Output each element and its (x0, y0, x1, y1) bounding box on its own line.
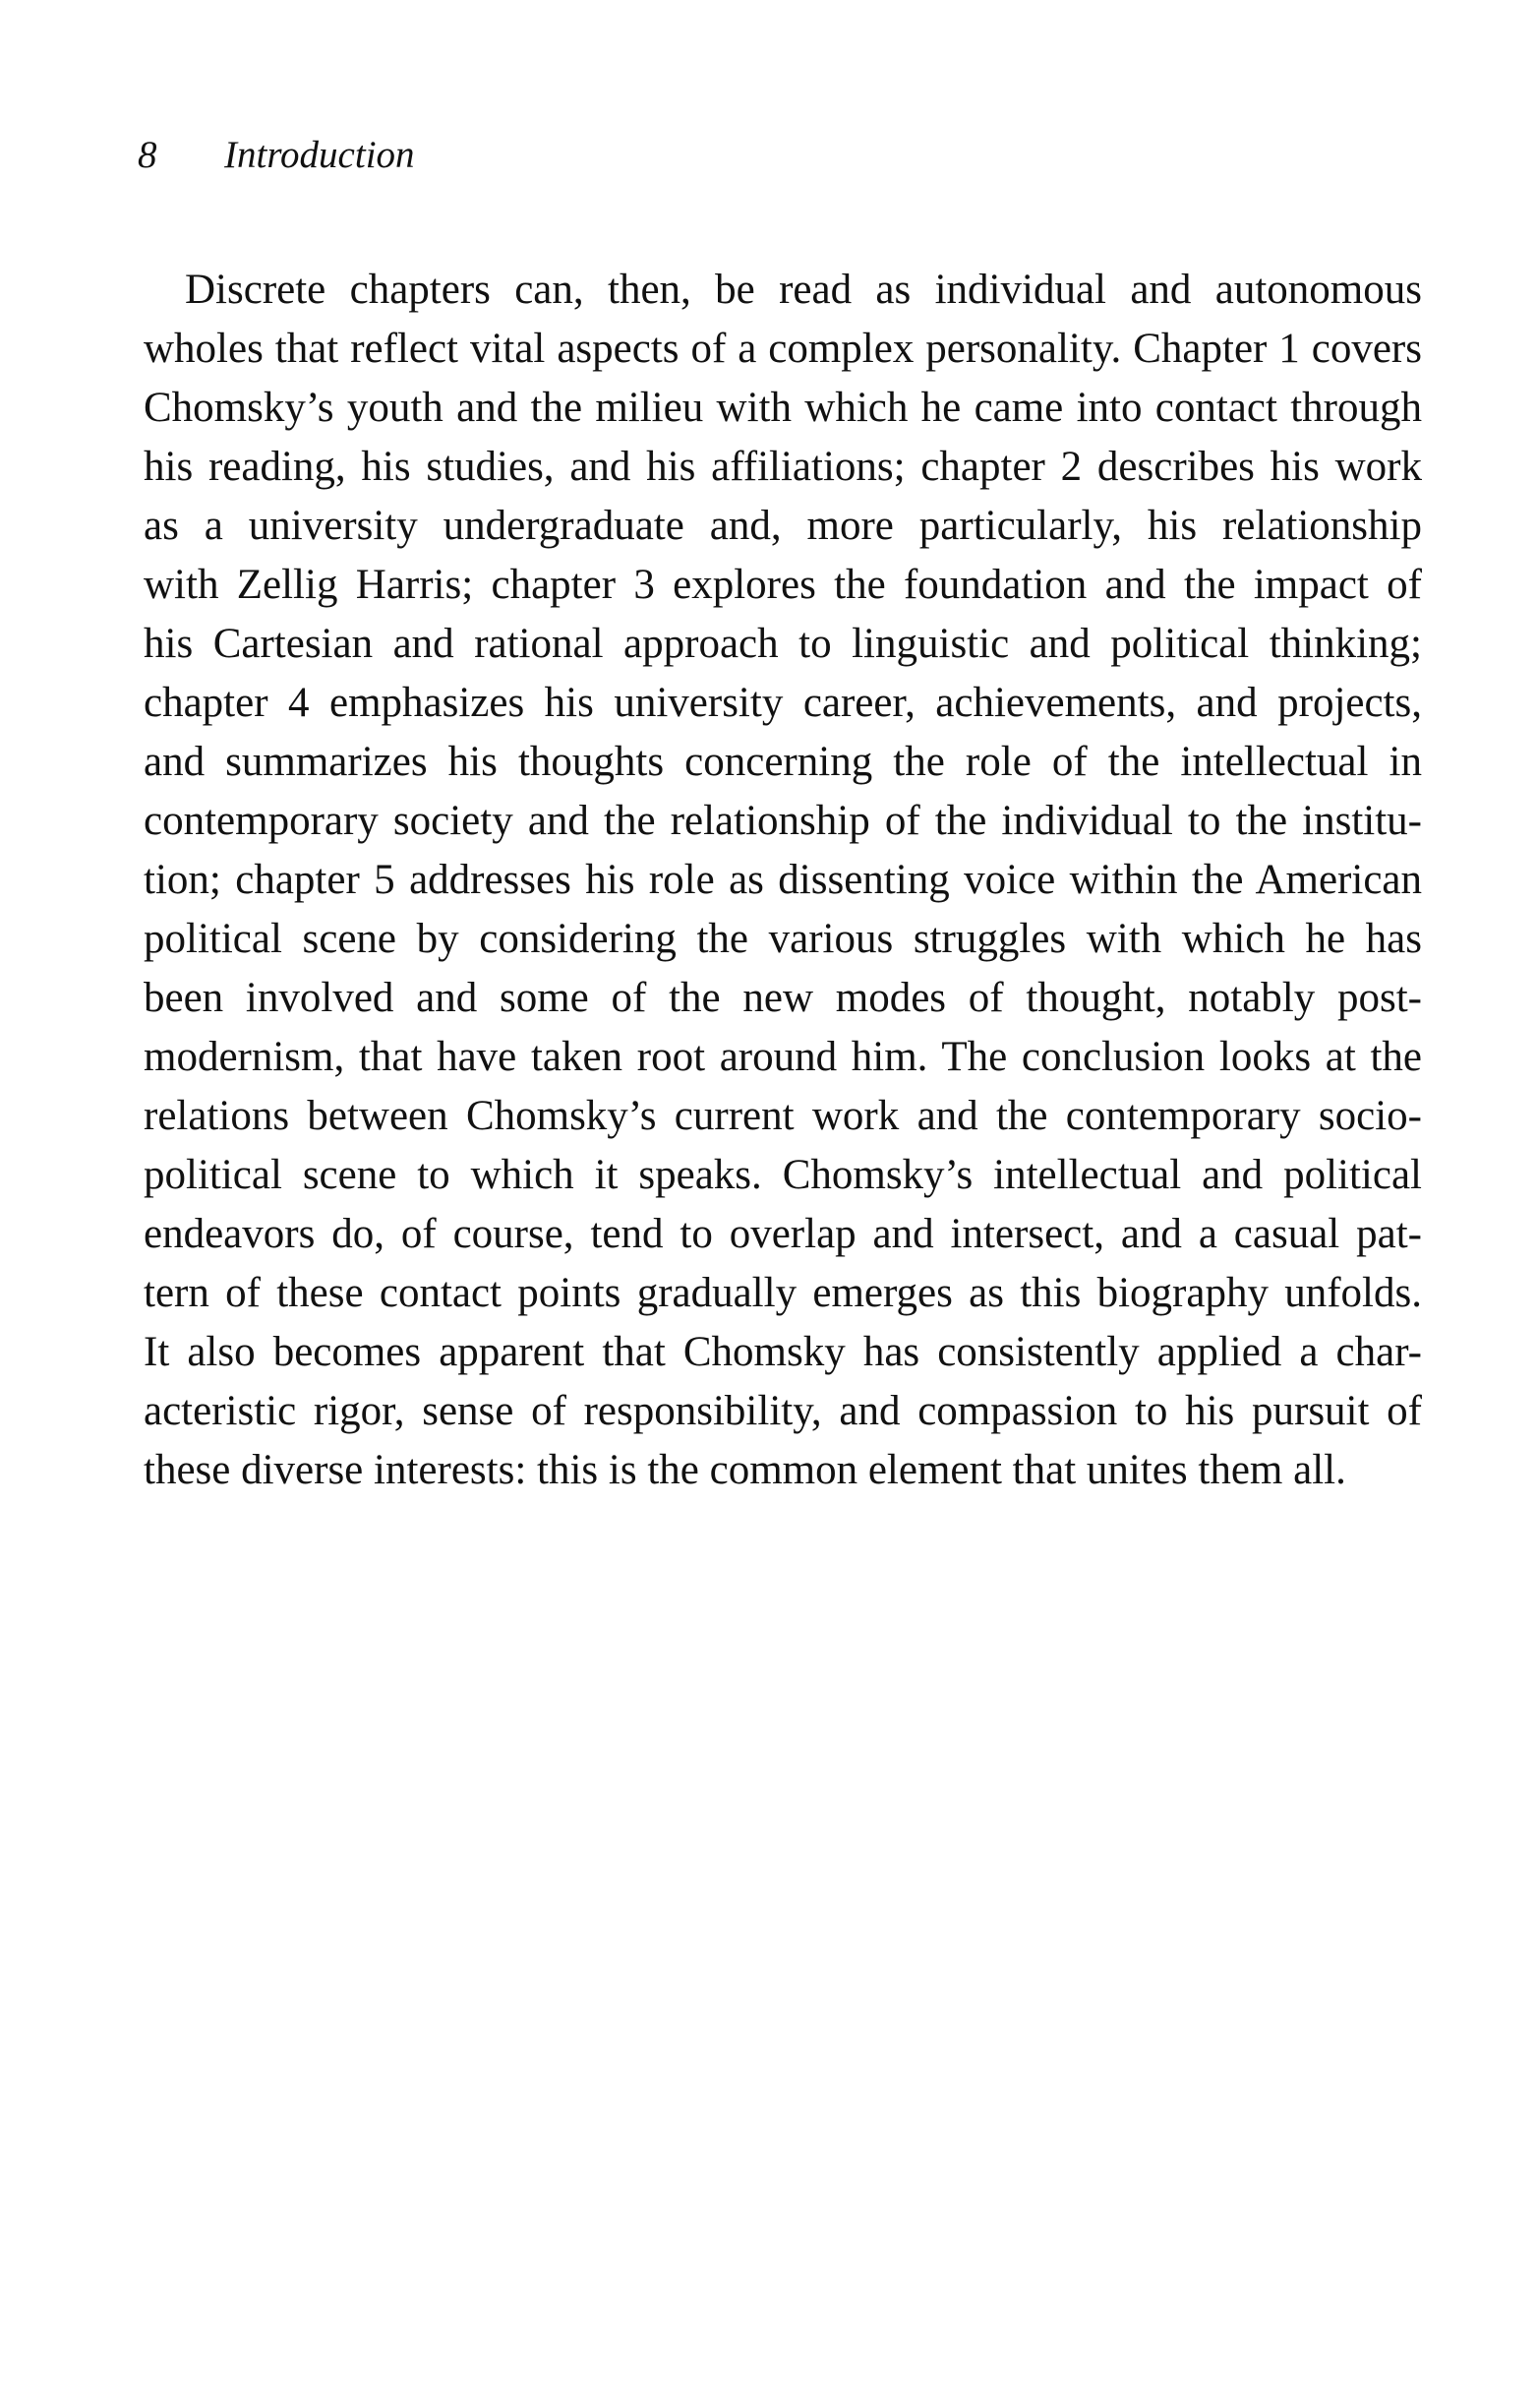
page-number: 8 (138, 134, 157, 176)
paragraph-line: endeavors do, of course, tend to overlap and intersect, and a casual pat- (144, 1211, 1422, 1257)
paragraph-line: with Zellig Harris; chapter 3 explores the foundation and the impact of (144, 562, 1422, 608)
paragraph-line: political scene to which it speaks. Chomsky’s intellectual and political (144, 1152, 1422, 1198)
paragraph-line: relations between Chomsky’s current work and the contemporary socio- (144, 1093, 1422, 1139)
running-head-title: Introduction (224, 134, 415, 176)
paragraph-line: acteristic rigor, sense of responsibility, and compassion to his pursuit of (144, 1388, 1422, 1434)
paragraph-line: been involved and some of the new modes of thought, notably post- (144, 975, 1422, 1021)
paragraph-line: tion; chapter 5 addresses his role as dissenting voice within the American (144, 857, 1422, 903)
paragraph-line: wholes that reflect vital aspects of a complex personality. Chapter 1 covers (144, 326, 1422, 372)
paragraph-line: political scene by considering the various struggles with which he has (144, 916, 1422, 962)
paragraph-line: modernism, that have taken root around him. The conclusion looks at the (144, 1034, 1422, 1080)
paragraph-line: his reading, his studies, and his affiliations; chapter 2 describes his work (144, 444, 1422, 490)
paragraph-line: tern of these contact points gradually emerges as this biography unfolds. (144, 1270, 1422, 1316)
running-head (138, 136, 415, 174)
paragraph-line: Chomsky’s youth and the milieu with which he came into contact through (144, 385, 1422, 431)
paragraph-line: It also becomes apparent that Chomsky has consistently applied a char- (144, 1329, 1422, 1375)
paragraph-line: chapter 4 emphasizes his university career, achievements, and projects, (144, 680, 1422, 726)
paragraph-line: his Cartesian and rational approach to linguistic and political thinking; (144, 621, 1422, 667)
paragraph-line: these diverse interests: this is the common element that unites them all. (144, 1447, 1346, 1493)
paragraph-line: Discrete chapters can, then, be read as individual and autonomous (185, 267, 1422, 313)
body-paragraph (144, 261, 1422, 1500)
paragraph-line: contemporary society and the relationship of the individual to the institu- (144, 798, 1422, 844)
paragraph-line: and summarizes his thoughts concerning the role of the intellectual in (144, 739, 1422, 785)
paragraph-line: as a university undergraduate and, more particularly, his relationship (144, 503, 1422, 549)
